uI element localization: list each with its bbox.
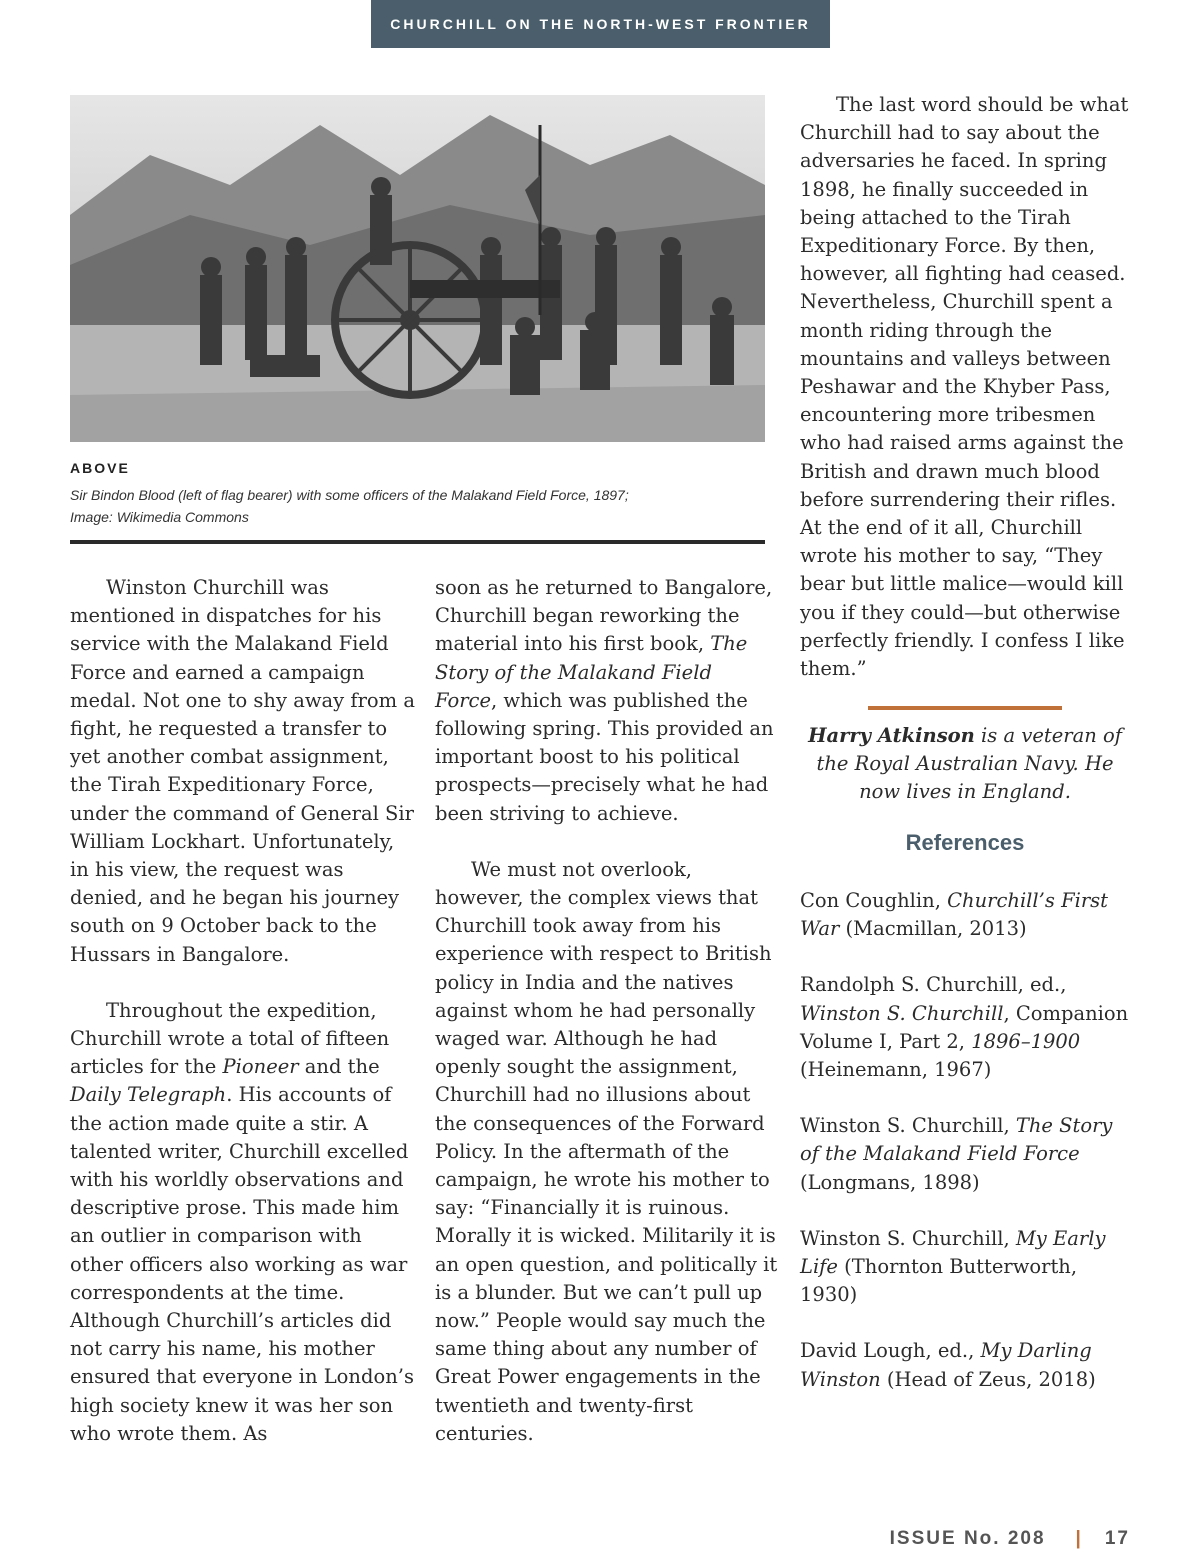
photo-caption [70,484,765,528]
footer-separator: | [1075,1528,1083,1549]
text-run: Winston S. Churchill, [800,1114,1016,1138]
page-footer [890,1528,1130,1550]
bio-text: is a veteran of the Royal Australian Navy. He now lives in England. [816,724,1122,804]
page-number: 17 [1104,1528,1130,1549]
text-run: (Macmillan, 2013) [839,917,1027,941]
text-run: Con Coughlin, [800,889,948,912]
text-run: David Lough, ed., [800,1339,981,1363]
reference-item [800,1337,1130,1393]
reference-item [800,887,1130,943]
text-run: Winston S. Churchill, [800,1226,1016,1250]
paragraph: We must not overlook, however, the complex views that Churchill took away from his experience with respect to British policy in India and the natives against whom he had personally waged war. Although he had openly sought the assignment, Churchill had no illusions about the consequences of the Forward Policy. In the aftermath of the campaign, he wrote his mother to say: “Financially it is ruinous. Morally it is wicked. Militarily it is an open question, and politically it is a blunder. But we can’t pull up now.” People would say much the same thing about any number of Great Power engagements in the twentieth and twenty-first centuries. [435,857,778,1445]
column-3 [800,91,1140,683]
text-run: , Companion Volume I, Part 2, [800,1001,1129,1053]
reference-item [800,1225,1130,1310]
book-title: The Story of the Malakand Field Force [435,632,748,712]
text-run: Throughout the expedition, Churchill wrote a total of fifteen articles for the [70,998,390,1079]
caption-label: ABOVE [70,460,130,476]
italic-run: Churchill’s First War [800,889,1108,941]
column-2 [435,574,780,1448]
section-header: CHURCHILL ON THE NORTH-WEST FRONTIER [371,0,830,48]
references-list [800,887,1130,1422]
caption-credit: Image: Wikimedia Commons [70,509,249,525]
column-1 [70,574,415,1448]
issue-number: ISSUE No. 208 [889,1528,1046,1549]
italic-run: My Early Life [800,1226,1106,1279]
italic-run: My Darling Winston [800,1339,1092,1391]
italic-run: Daily Telegraph [70,1083,227,1107]
text-run: soon as he returned to Bangalore, Churchill began reworking the material into his first book, [435,576,773,656]
text-run: (Thornton Butterworth, 1930) [800,1255,1078,1307]
text-run: and the [298,1055,380,1079]
caption-line: Sir Bindon Blood (left of flag bearer) with some officers of the Malakand Field Force, 1897; [70,487,629,503]
paragraph: The last word should be what Churchill had to say about the adversaries he faced. In spring 1898, he finally succeeded in being attached to the Tirah Expeditionary Force. By then, however, all fighting had ceased. Nevertheless, Churchill spent a month riding through the mountains and valleys between Peshawar and the Khyber Pass, encountering more tribesmen who had raised arms against the British and drawn much blood before surrendering their rifles. At the end of it all, Churchill wrote his mother to say, “They bear but little malice—would kill you if they could—but otherwise perfectly friendly. I confess I like them.” [800,93,1129,681]
italic-run: Pioneer [222,1055,299,1079]
reference-item [800,971,1130,1084]
text-run: (Longmans, 1898) [800,1170,980,1194]
italic-run: 1896–1900 [971,1029,1081,1053]
divider [70,540,765,544]
text-run: . His accounts of the action made quite a stir. A talented writer, Churchill excelled with his worldly observations and descriptive prose. This made him an outlier in comparison with other officers also working as war correspondents at the time. Although Churchill’s articles did not carry his name, his mother ensured that everyone in London’s high society knew it was her son who wrote them. As [70,1083,414,1445]
author-bio [800,722,1130,807]
historical-photo [70,95,765,442]
paragraph [70,997,415,1448]
text-run: (Heinemann, 1967) [800,1058,992,1082]
italic-run: Winston S. Churchill [800,1001,1004,1025]
bio-divider [868,706,1062,710]
author-name: Harry Atkinson [808,724,975,747]
text-run: Randolph S. Churchill, ed., [800,973,1067,997]
paragraph [435,574,780,828]
photo-illustration [70,95,765,442]
reference-item [800,1112,1130,1197]
references-heading: References [905,830,1025,855]
text-run: , which was published the following spring. This provided an important boost to his political prospects—precisely what he had been striving to achieve. [435,688,774,825]
paragraph: Winston Churchill was mentioned in dispatches for his service with the Malakand Field Force and earned a campaign medal. Not one to shy away from a fight, he requested a transfer to yet another combat assignment, the Tirah Expeditionary Force, under the command of General Sir William Lockhart. Unfortunately, in his view, the request was denied, and he began his journey south on 9 October back to the Hussars in Bangalore. [70,576,415,966]
text-run: (Head of Zeus, 2018) [880,1367,1096,1391]
italic-run: The Story of the Malakand Field Force [800,1114,1113,1166]
